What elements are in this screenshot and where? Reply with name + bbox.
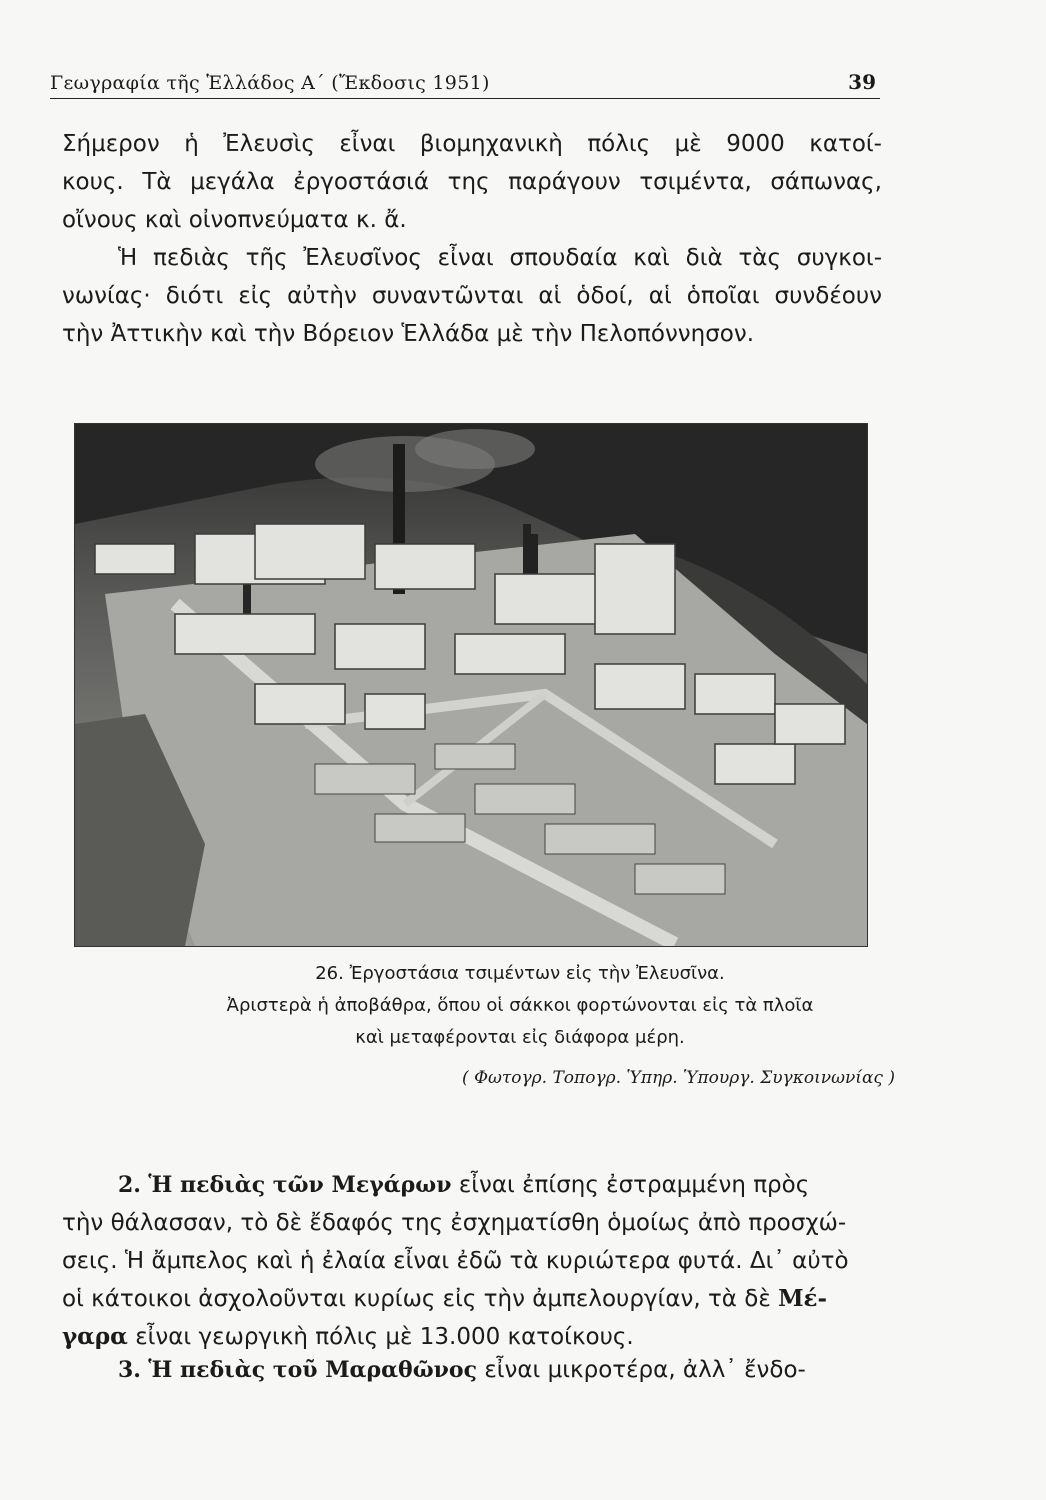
text-line: οἱ κάτοικοι ἀσχολοῦνται κυρίως εἰς τὴν ἀμπελουργίαν, τὰ δὲ bbox=[62, 1286, 771, 1312]
text-line: εἶναι γεωργικὴ πόλις μὲ 13.000 κατοίκους. bbox=[135, 1324, 634, 1350]
section-heading: Ἡ πεδιὰς τῶν Μεγάρων bbox=[148, 1172, 452, 1198]
section-number: 3. bbox=[118, 1357, 141, 1383]
emphasized-word: γαρα bbox=[62, 1323, 128, 1350]
text-line: σεις. Ἡ ἄμπελος καὶ ἡ ἐλαία εἶναι ἐδῶ τὰ κυριώτερα φυτά. Δι᾽ αὐτὸ bbox=[62, 1248, 849, 1274]
text-line: Σήμερον ἡ Ἐλευσὶς εἶναι βιομηχανικὴ πόλις μὲ 9000 κατοί- bbox=[62, 131, 882, 157]
text-line: τὴν θάλασσαν, τὸ δὲ ἔδαφός της ἐσχηματίσθη ὁμοίως ἀπὸ προσχώ- bbox=[62, 1210, 847, 1236]
factory-photo bbox=[74, 423, 868, 947]
section-number: 2. bbox=[118, 1172, 141, 1198]
emphasized-word: Μέ- bbox=[778, 1285, 828, 1312]
text-line: κους. Τὰ μεγάλα ἐργοστάσιά της παράγουν τσιμέντα, σάπωνας, bbox=[62, 169, 882, 195]
page-number: 39 bbox=[848, 70, 876, 94]
caption-line: 26. Ἐργοστάσια τσιμέντων εἰς τὴν Ἐλευσῖνα. bbox=[315, 963, 725, 984]
text-line: τὴν Ἀττικὴν καὶ τὴν Βόρειον Ἑλλάδα μὲ τὴν Πελοπόννησον. bbox=[62, 321, 755, 347]
caption-line: καὶ μεταφέρονται εἰς διάφορα μέρη. bbox=[355, 1027, 685, 1048]
figure-caption bbox=[150, 958, 890, 1054]
section-3-paragraph bbox=[62, 1351, 882, 1389]
text-line: εἶναι ἐπίσης ἐστραμμένη πρὸς bbox=[458, 1172, 810, 1198]
section-2-paragraph bbox=[62, 1166, 882, 1356]
intro-paragraph bbox=[62, 125, 882, 239]
factory-photo-illustration bbox=[75, 424, 867, 946]
section-heading: Ἡ πεδιὰς τοῦ Μαραθῶνος bbox=[148, 1357, 477, 1383]
header-title: Γεωγραφία τῆς Ἑλλάδος Α΄ (Ἔκδοσις 1951) bbox=[50, 72, 490, 94]
photo-credit: ( Φωτογρ. Τοπογρ. Ὑπηρ. Ὑπουργ. Συγκοινωνίας ) bbox=[462, 1068, 895, 1088]
caption-line: Ἀριστερὰ ἡ ἀποβάθρα, ὅπου οἱ σάκκοι φορτώνονται εἰς τὰ πλοῖα bbox=[226, 995, 814, 1016]
plain-paragraph bbox=[62, 239, 882, 353]
running-header bbox=[50, 68, 880, 99]
text-line: οἴνους καὶ οἰνοπνεύματα κ. ἄ. bbox=[62, 207, 407, 233]
text-line: εἶναι μικροτέρα, ἀλλ᾽ ἔνδο- bbox=[484, 1357, 806, 1383]
text-line: Ἡ πεδιὰς τῆς Ἐλευσῖνος εἶναι σπουδαία καὶ διὰ τὰς συγκοι- bbox=[118, 245, 882, 271]
text-line: νωνίας· διότι εἰς αὐτὴν συναντῶνται αἱ ὁδοί, αἱ ὁποῖαι συνδέουν bbox=[62, 283, 882, 309]
